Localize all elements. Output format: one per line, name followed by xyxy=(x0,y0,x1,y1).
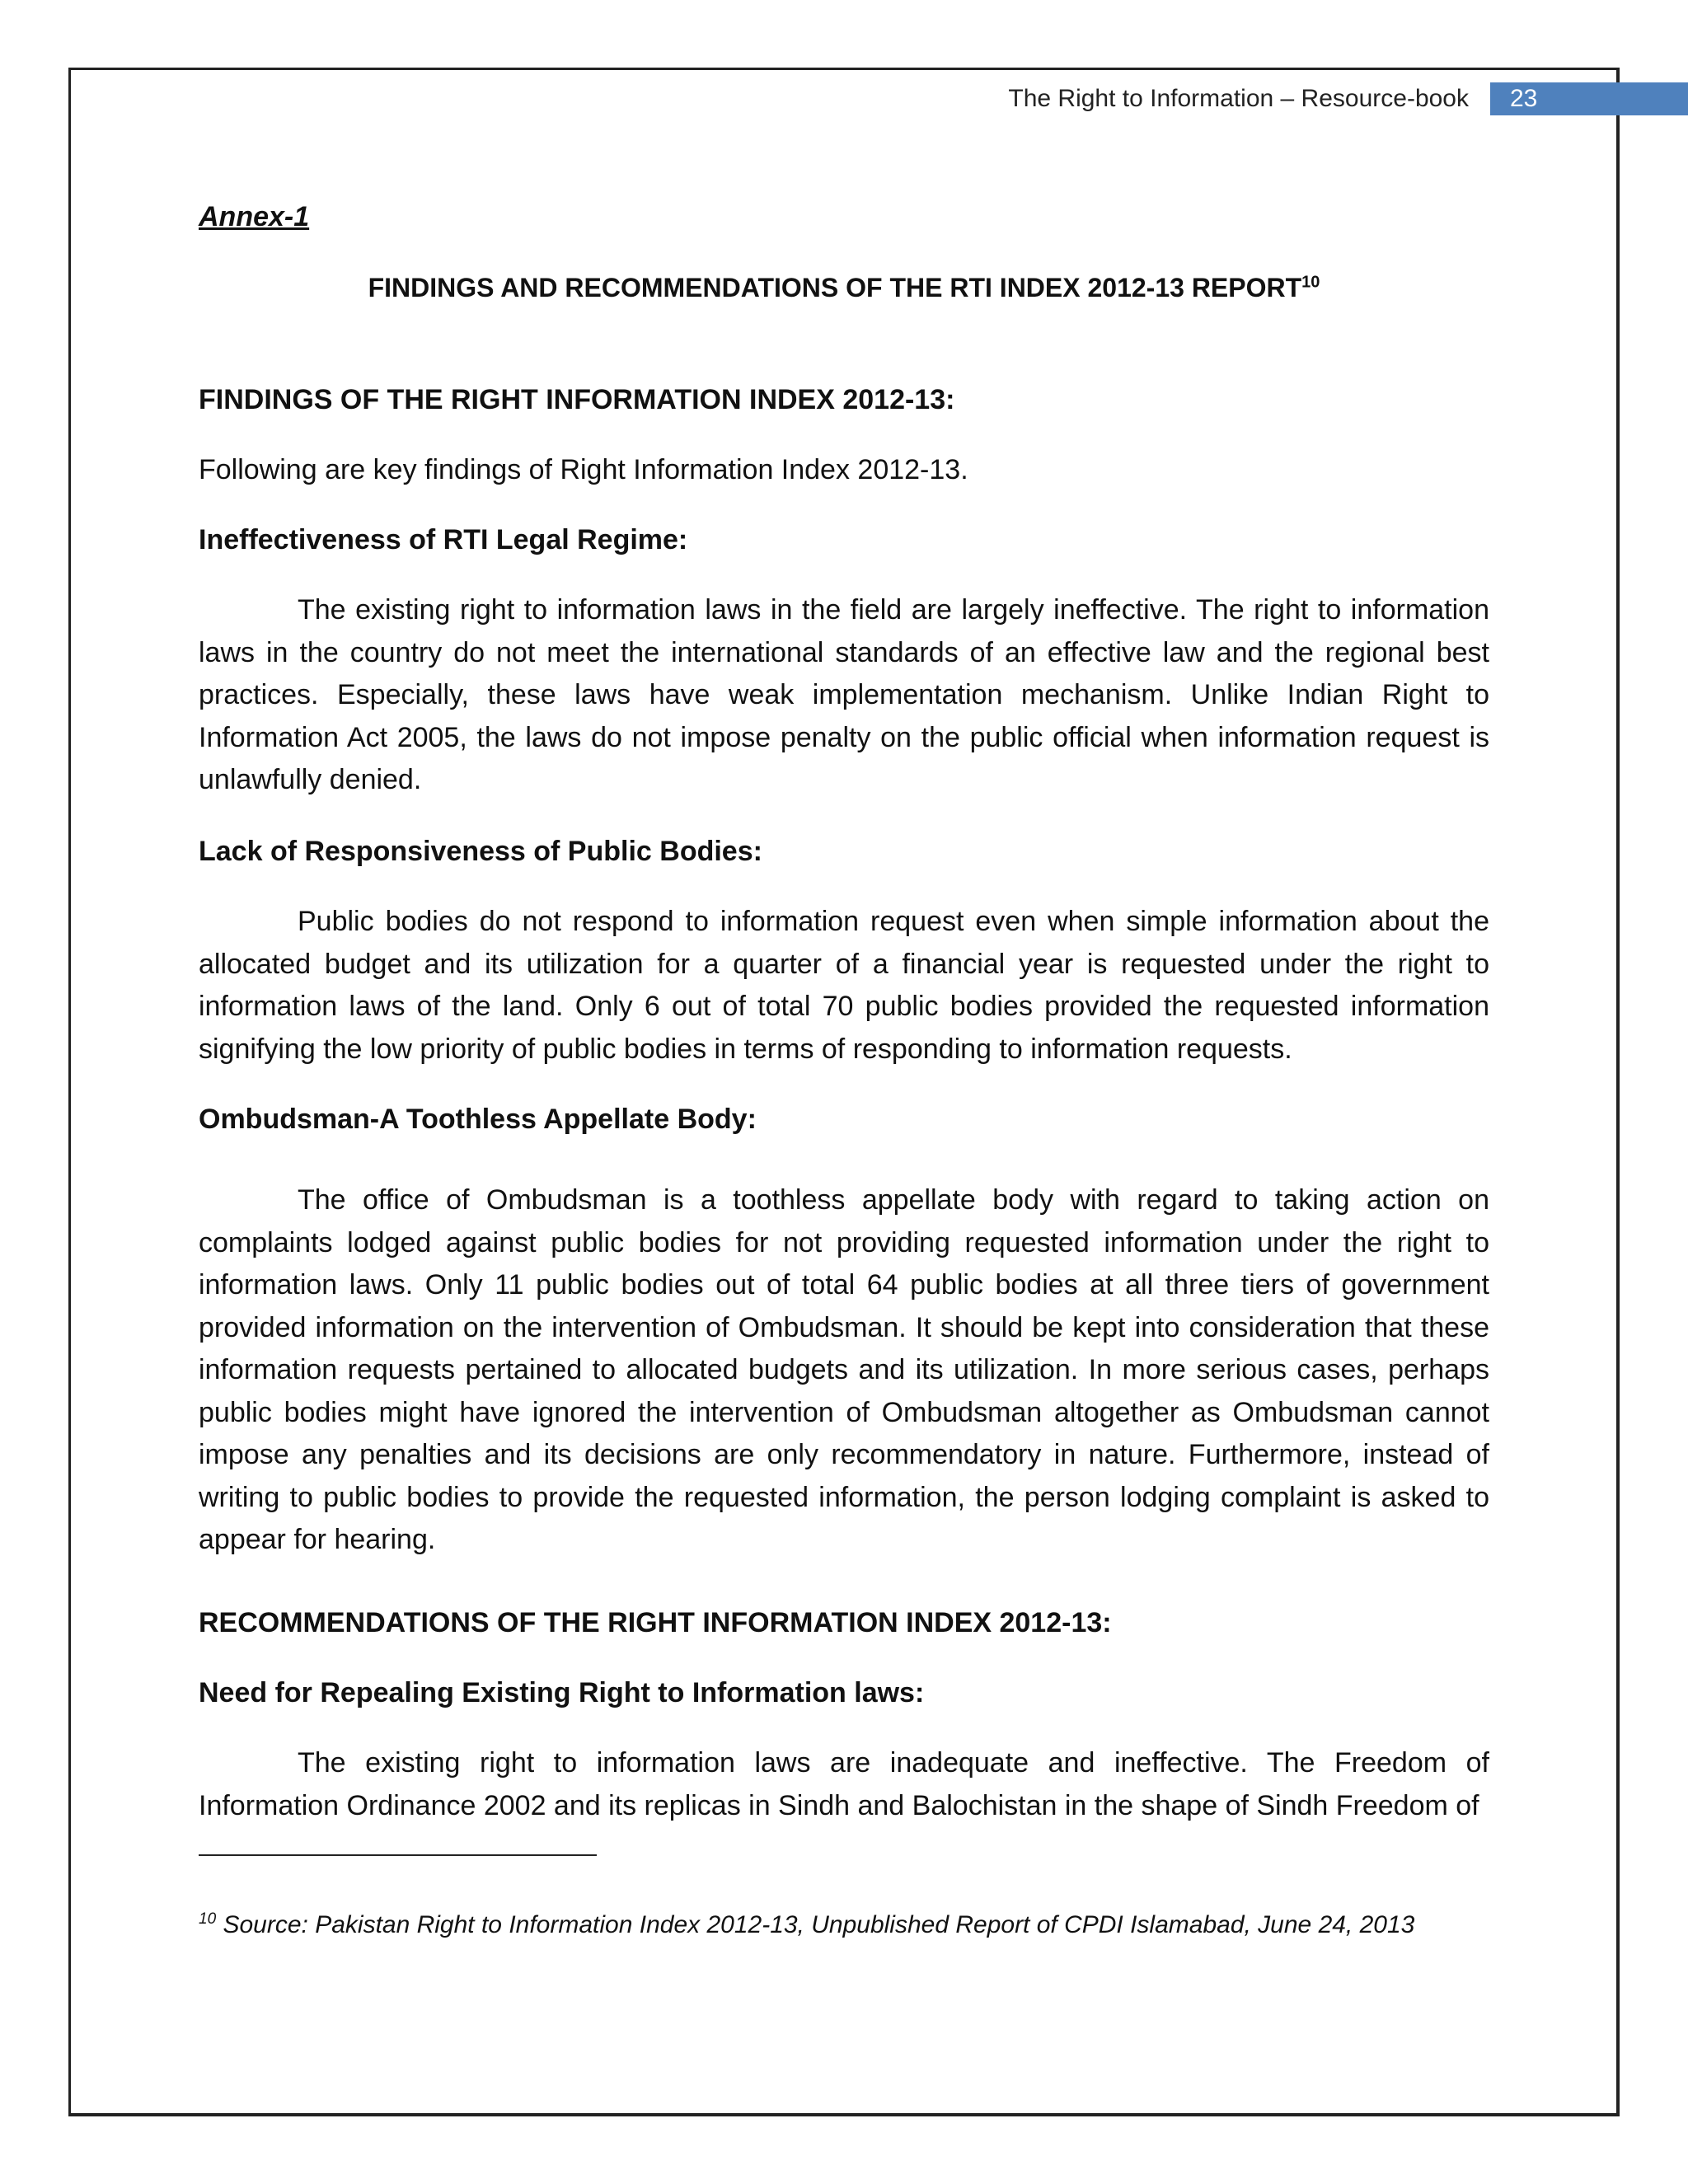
recommendations-heading: RECOMMENDATIONS OF THE RIGHT INFORMATION INDEX 2012-13: xyxy=(199,1607,1112,1638)
section-paragraph: The existing right to information laws are inadequate and ineffective. The Freedom of Information Ordinance 2002 and its replicas in Sindh and Balochistan in the shape of Sindh Freedom of xyxy=(199,1747,1489,1821)
footnote-separator xyxy=(199,1854,597,1856)
section-heading: Ineffectiveness of RTI Legal Regime: xyxy=(199,524,688,555)
footnote-marker: 10 xyxy=(199,1910,217,1928)
footnote-text: Source: Pakistan Right to Information Index 2012-13, Unpublished Report of CPDI Islamabad, June 24, 2013 xyxy=(223,1911,1415,1938)
footnote-reference: 10 xyxy=(1301,273,1320,292)
section-paragraph: The existing right to information laws in the field are largely ineffective. The right to information laws in the country do not meet the international standards of an effective law and the regional best practices. Especially, these laws have weak implementation mechanism. Unlike Indian Right to Information Act 2005, the laws do not impose penalty on the public official when information request is unlawfully denied. xyxy=(199,594,1489,795)
section-paragraph: Public bodies do not respond to information request even when simple information about the allocated budget and its utilization for a quarter of a financial year is requested under the right to information laws of the land. Only 6 out of total 70 public bodies provided the requested information signifying the low priority of public bodies in terms of responding to information requests. xyxy=(199,906,1489,1065)
annex-label: Annex-1 xyxy=(199,201,310,232)
section-heading: Need for Repealing Existing Right to Information laws: xyxy=(199,1677,925,1708)
document-title-text: FINDINGS AND RECOMMENDATIONS OF THE RTI INDEX 2012-13 REPORT xyxy=(368,273,1302,302)
page-number: 23 xyxy=(1490,82,1688,115)
section-heading: Lack of Responsiveness of Public Bodies: xyxy=(199,836,762,867)
section-paragraph: The office of Ombudsman is a toothless appellate body with regard to taking action on complaints lodged against public bodies for not providing requested information under the right to information laws. Only 11 public bodies out of total 64 public bodies at all three tiers of government provided information on the intervention of Ombudsman. It should be kept into consideration that these information requests pertained to allocated budgets and its utilization. In more serious cases, perhaps public bodies might have ignored the intervention of Ombudsman altogether as Ombudsman cannot impose any penalties and its decisions are only recommendatory in nature. Furthermore, instead of writing to public bodies to provide the requested information, the person lodging complaint is asked to appear for hearing. xyxy=(199,1184,1489,1555)
findings-intro: Following are key findings of Right Information Index 2012-13. xyxy=(199,454,968,485)
running-header: The Right to Information – Resource-book xyxy=(1008,85,1469,112)
findings-heading: FINDINGS OF THE RIGHT INFORMATION INDEX 2012-13: xyxy=(199,384,955,415)
section-heading: Ombudsman-A Toothless Appellate Body: xyxy=(199,1104,757,1135)
document-title xyxy=(199,267,1489,310)
footnote xyxy=(199,1909,1489,1942)
